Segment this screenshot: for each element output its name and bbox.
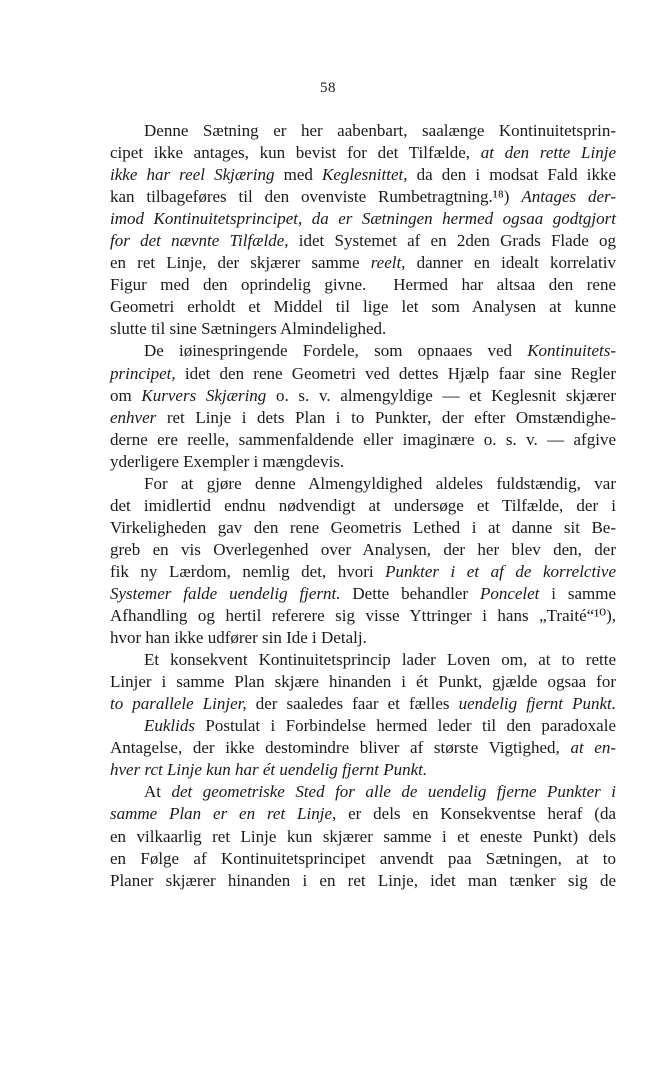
italic-text: ikke har reel Skjæring — [110, 165, 275, 185]
italic-text: for det nævnte Tilfælde, — [110, 231, 289, 251]
text-run: med — [274, 165, 323, 185]
text-line — [110, 252, 616, 274]
text-line — [110, 164, 616, 186]
text-line — [110, 803, 616, 825]
text-line — [110, 671, 616, 693]
italic-text: uendelig fjernt Punkt. — [458, 694, 616, 714]
text-run: kan tilbageføres til den ovenviste Rumbetragtning.¹⁸) — [110, 187, 522, 207]
text-line — [110, 340, 616, 362]
text-run: greb en vis Overlegenhed over Analysen, der her blev den, der — [110, 539, 616, 559]
text-line — [110, 627, 616, 649]
text-line — [110, 715, 616, 737]
text-run: slutte til sine Sætningers Almindelighed. — [110, 319, 387, 339]
text-line — [110, 186, 616, 208]
body-text — [110, 120, 616, 892]
text-run: det imidlertid endnu nødvendigt at undersøge et Tilfælde, der i — [110, 495, 616, 515]
text-line — [110, 870, 616, 892]
text-line — [110, 296, 616, 318]
text-run: At — [144, 782, 172, 802]
italic-text: Punkter i et af de korrelctive — [385, 561, 616, 581]
italic-text: Euklids — [144, 716, 195, 736]
text-run: ret Linje i dets Plan i to Punkter, der efter Omstændighe- — [156, 407, 616, 427]
text-run: fik ny Lærdom, nemlig det, hvori — [110, 561, 386, 581]
text-run: Geometri erholdt et Middel til lige let som Analysen at kunne — [110, 297, 616, 317]
text-run: Denne Sætning er her aabenbart, saalænge Kontinuitetsprin- — [144, 121, 616, 140]
text-run: Afhandling og hertil referere sig visse Yttringer i hans „Traité“¹⁰), — [110, 606, 616, 626]
italic-text: Poncelet — [479, 583, 540, 603]
text-run: hvor han ikke udfører sin Ide i Detalj. — [110, 628, 367, 648]
text-line — [110, 693, 616, 715]
text-line — [110, 274, 616, 296]
italic-text: hver rct Linje kun har ét uendelig fjernt Punkt. — [110, 760, 428, 780]
text-line — [110, 848, 616, 870]
italic-text: Kurvers Skjæring — [141, 385, 267, 405]
text-line — [110, 473, 616, 495]
text-line — [110, 495, 616, 517]
text-run: om — [110, 385, 142, 405]
italic-text: to parallele Linjer, — [110, 694, 247, 714]
text-line — [110, 208, 616, 230]
text-run: yderligere Exempler i mængdevis. — [110, 451, 345, 471]
italic-text: det geometriske Sted for alle de uendelig fjerne Punkter i — [171, 782, 617, 802]
text-line — [110, 759, 616, 781]
text-run: Postulat i Forbindelse hermed leder til den paradoxale — [195, 716, 616, 736]
text-line — [110, 517, 616, 539]
text-run: danner en idealt korrelativ — [405, 253, 616, 273]
italic-text: imod Kontinuitetsprincipet, da er Sætningen hermed ogsaa godtgjort — [110, 209, 616, 229]
text-run: en ret Linje, der skjærer samme — [110, 253, 371, 273]
text-line — [110, 318, 616, 340]
italic-text: Kontinuitets- — [527, 341, 616, 361]
text-run: Dette behandler — [340, 583, 480, 603]
italic-text: at den rette Linje — [480, 143, 616, 163]
text-run: Virkeligheden gav den rene Geometris Lethed i at danne sit Be- — [110, 517, 616, 537]
text-line — [110, 539, 616, 561]
text-run: For at gjøre denne Almengyldighed aldeles fuldstændig, var — [144, 473, 616, 493]
text-run: Et konsekvent Kontinuitetsprincip lader Loven om, at to rette — [144, 650, 616, 670]
text-line — [110, 142, 616, 164]
text-line — [110, 583, 616, 605]
text-line — [110, 120, 616, 142]
italic-text: at en- — [570, 738, 616, 758]
text-run: cipet ikke antages, kun bevist for det Tilfælde, — [110, 143, 481, 163]
text-line — [110, 451, 616, 473]
text-line — [110, 561, 616, 583]
italic-text: enhver — [110, 407, 157, 427]
text-run: Planer skjærer hinanden i en ret Linje, idet man tænker sig de — [110, 870, 616, 890]
italic-text: principet, — [110, 363, 176, 383]
text-line — [110, 826, 616, 848]
page-number: 58 — [320, 80, 336, 96]
italic-text: Systemer falde uendelig fjernt. — [110, 583, 341, 603]
text-line — [110, 605, 616, 627]
text-line — [110, 363, 616, 385]
italic-text: Keglesnittet, — [322, 165, 408, 185]
text-run: idet den rene Geometri ved dettes Hjælp faar sine Regler — [175, 363, 616, 383]
text-run: en Følge af Kontinuitetsprincipet anvendt paa Sætningen, at to — [110, 848, 616, 868]
text-line — [110, 429, 616, 451]
text-line — [110, 649, 616, 671]
italic-text: reelt, — [370, 253, 406, 273]
text-run: Antagelse, der ikke destomindre bliver af største Vigtighed, — [110, 738, 571, 758]
text-run: idet Systemet af en 2den Grads Flade og — [288, 231, 616, 251]
italic-text: Antages der- — [521, 187, 616, 207]
text-line — [110, 230, 616, 252]
text-run: en vilkaarlig ret Linje kun skjærer samme i et eneste Punkt) dels — [110, 826, 616, 846]
text-run: er dels en Konsekventse heraf (da — [336, 804, 616, 824]
text-run: der saaledes faar et fælles — [246, 694, 459, 714]
text-run: De iøinespringende Fordele, som opnaaes ved — [144, 341, 528, 361]
italic-text: samme Plan er en ret Linje, — [110, 804, 337, 824]
text-line — [110, 781, 616, 803]
text-line — [110, 737, 616, 759]
text-run: Linjer i samme Plan skjære hinanden i ét Punkt, gjælde ogsaa for — [110, 672, 616, 692]
text-run: derne ere reelle, sammenfaldende eller imaginære o. s. v. — afgive — [110, 429, 616, 449]
text-line — [110, 407, 616, 429]
text-run: Figur med den oprindelig givne. Hermed har altsaa den rene — [110, 275, 616, 295]
text-run: i samme — [539, 583, 616, 603]
text-run: da den i modsat Fald ikke — [407, 165, 617, 185]
text-run: o. s. v. almengyldige — et Keglesnit skjærer — [266, 385, 616, 405]
text-line — [110, 385, 616, 407]
